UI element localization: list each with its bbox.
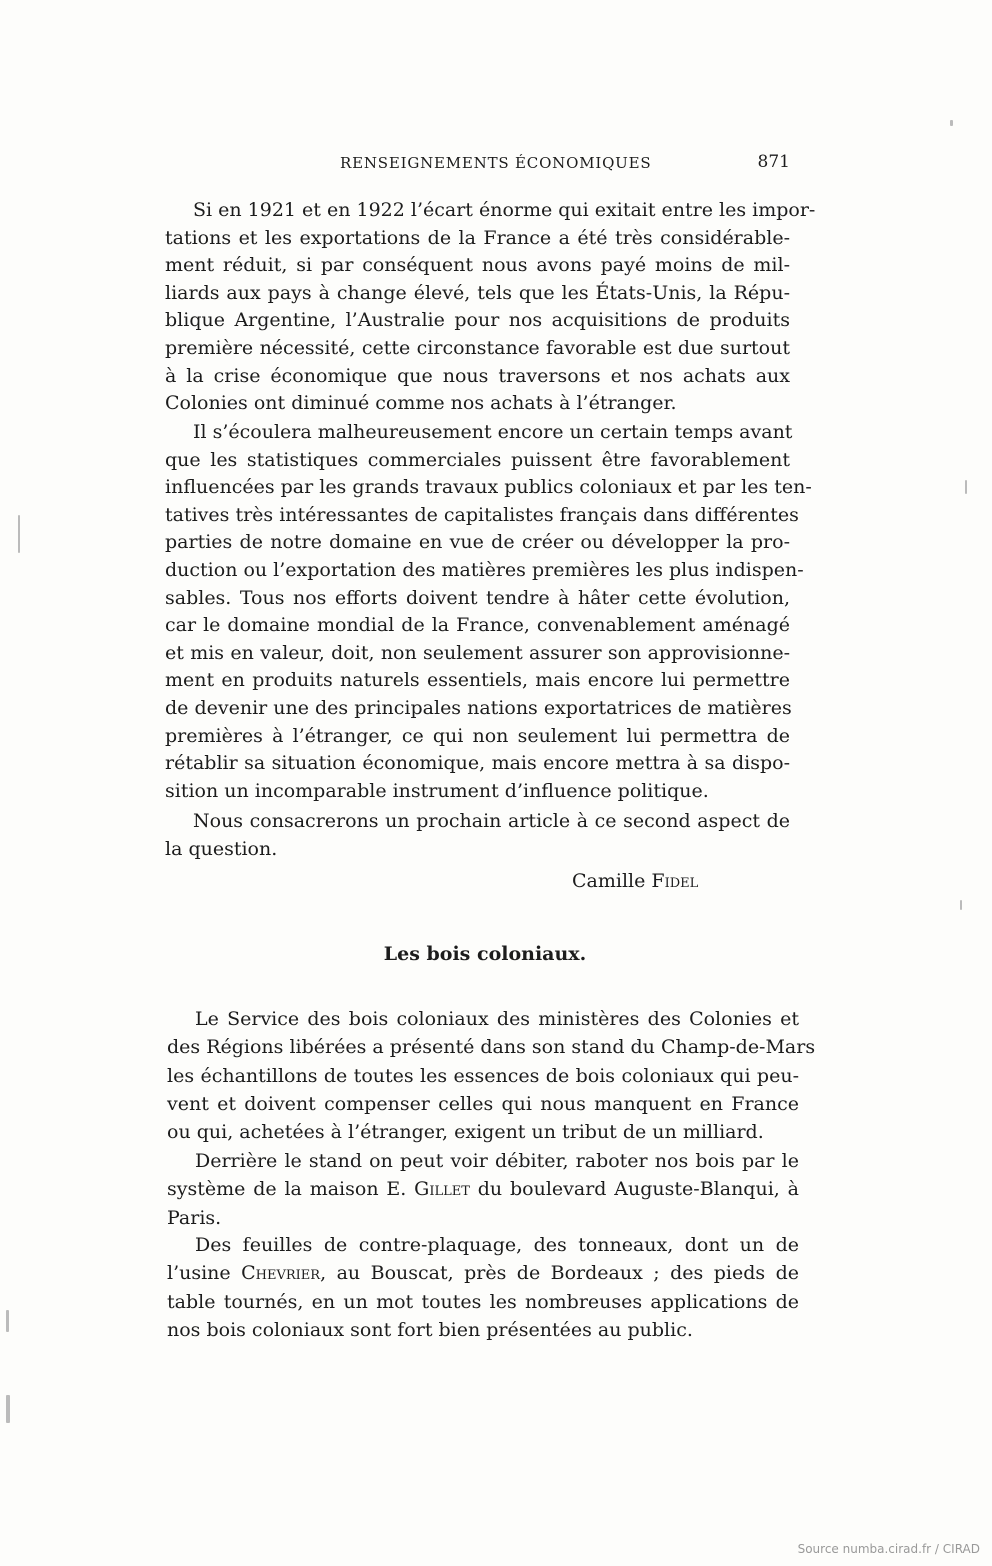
text-fragment: du boulevard Auguste-Blanqui, à (469, 1178, 799, 1201)
author-first-name: Camille (572, 870, 646, 892)
paragraph-colonial-works (165, 419, 812, 805)
scan-mark (960, 900, 962, 910)
text-line: premières à l’étranger, ce qui non seulement lui permettra de (165, 724, 790, 747)
text-line: ou qui, achetées à l’étranger, exigent un tribut de un milliard. (167, 1121, 764, 1144)
company-name: Chevrier (241, 1262, 321, 1285)
scan-mark (965, 480, 967, 494)
text-line: Nous consacrerons un prochain article à ce second aspect de (193, 810, 790, 832)
text-line: sition un incomparable instrument d’influence politique. (165, 779, 709, 802)
scan-mark (950, 120, 953, 126)
page-header (340, 150, 790, 176)
text-line: vent et doivent compenser celles qui nous manquent en France (167, 1092, 799, 1115)
text-line: sables. Tous nos efforts doivent tendre à hâter cette évolution, (165, 586, 790, 609)
text-line (167, 1259, 799, 1287)
paragraph-colonial-woods (167, 1005, 816, 1146)
paragraph-next-article (165, 808, 790, 863)
text-line: liards aux pays à change élevé, tels que les États-Unis, la Répu- (165, 281, 790, 304)
scan-mark (18, 515, 20, 553)
text-line: les échantillons de toutes les essences de bois coloniaux qui peu- (167, 1064, 799, 1087)
text-line: Des feuilles de contre-plaquage, des tonneaux, dont un de (195, 1234, 799, 1256)
paragraph-trade-balance (165, 197, 816, 418)
text-line: Paris. (167, 1206, 222, 1229)
text-line: des Régions libérées a présenté dans son stand du Champ-de-Mars (167, 1036, 816, 1059)
text-line: Derrière le stand on peut voir débiter, raboter nos bois par le (195, 1150, 799, 1172)
paragraph-applications (167, 1231, 799, 1344)
text-line: tations et les exportations de la France a été très considérable- (165, 226, 790, 249)
text-line: tatives très intéressantes de capitalistes français dans différentes (165, 503, 799, 526)
author-signature (572, 868, 698, 894)
text-line: influencées par les grands travaux publics coloniaux et par les ten- (165, 476, 812, 499)
scan-mark (6, 1395, 10, 1423)
text-line: de devenir une des principales nations exportatrices de matières (165, 696, 792, 719)
text-line: Colonies ont diminué comme nos achats à l’étranger. (165, 392, 677, 415)
source-credit: Source numba.cirad.fr / CIRAD (797, 1542, 980, 1556)
text-line: et mis en valeur, doit, non seulement assurer son approvisionne- (165, 641, 790, 664)
text-line: ment réduit, si par conséquent nous avons payé moins de mil- (165, 254, 790, 277)
paragraph-stand (167, 1147, 799, 1232)
company-name: Gillet (414, 1178, 470, 1201)
scan-mark (6, 1310, 9, 1332)
section-title: Les bois coloniaux. (383, 943, 587, 965)
text-line: car le domaine mondial de la France, convenablement aménagé (165, 614, 790, 637)
text-fragment: , au Bouscat, près de Bordeaux ; des pieds de (320, 1262, 800, 1285)
text-line: première nécessité, cette circonstance favorable est due surtout (165, 336, 790, 359)
text-line: nos bois coloniaux sont fort bien présentées au public. (167, 1318, 693, 1341)
running-title: RENSEIGNEMENTS ÉCONOMIQUES (340, 154, 652, 172)
text-line: la question. (165, 837, 278, 860)
text-line: Le Service des bois coloniaux des ministères des Colonies et (195, 1008, 799, 1030)
page-number: 871 (757, 152, 790, 172)
text-line: à la crise économique que nous traversons et nos achats aux (165, 364, 790, 387)
text-line: Si en 1921 et en 1922 l’écart énorme qui exitait entre les impor- (193, 199, 816, 221)
text-fragment: système de la maison E. (167, 1178, 415, 1201)
text-line: parties de notre domaine en vue de créer ou développer la pro- (165, 531, 790, 554)
text-line: rétablir sa situation économique, mais encore mettra à sa dispo- (165, 752, 790, 775)
text-line: que les statistiques commerciales puissent être favorablement (165, 448, 790, 471)
text-line: Il s’écoulera malheureusement encore un certain temps avant (193, 421, 793, 443)
text-line: duction ou l’exportation des matières premières les plus indispen- (165, 558, 804, 581)
text-fragment: l’usine (167, 1262, 242, 1285)
text-line (167, 1175, 799, 1203)
text-line: blique Argentine, l’Australie pour nos acquisitions de produits (165, 309, 790, 332)
text-line: table tournés, en un mot toutes les nombreuses applications de (167, 1290, 799, 1313)
text-line: ment en produits naturels essentiels, mais encore lui permettre (165, 669, 790, 692)
author-last-name: Fidel (651, 870, 699, 892)
